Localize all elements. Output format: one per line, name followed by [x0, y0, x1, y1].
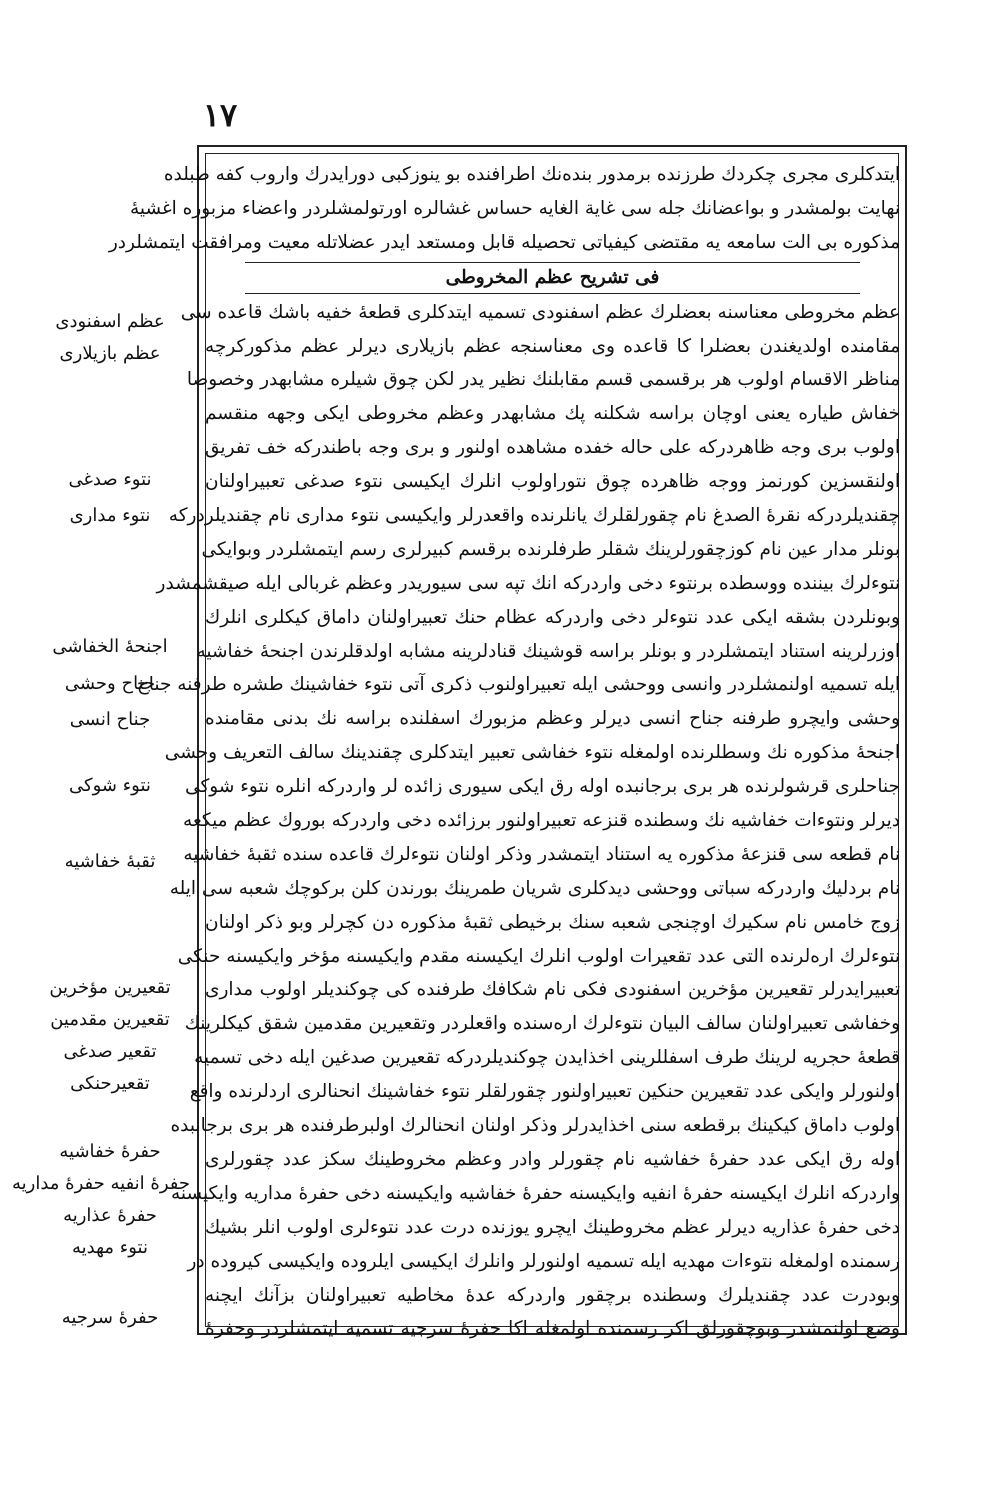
text-line: مذکوره بی الت سامعه یه مقتضی کیفیاتی تحصیله قابل ومستعد ایدر عضلاتله معیت ومرافقت ایتمشلردر: [108, 231, 900, 253]
text-line: رسمنده اولمغله نتوءات مهدیه ایله تسمیه اولنورلر وانلرك ایکیسی ایلروده وایکیسی کیروده در: [187, 1250, 900, 1272]
text-line: دیرلر ونتوءات خفاشیه نك وسطنده قنزعه تعبیراولنور برزائده دخی واردرکه بوروك عظم میکعه: [183, 810, 900, 832]
text-line: اوزرلرینه استناد ایتمشلردر و بونلر براسه قوشینك قنادلرینه مشابه اولدقلرندن اجنحهٔ خفاشیه: [196, 640, 900, 662]
text-line: عظم مخروطی معناسنه بعضلرك عظم اسفنودی تسمیه ایتدکلری قطعهٔ خفیه باشك قاعده سی: [180, 301, 900, 323]
text-line: دخی حفرهٔ عذاریه دیرلر عظم مخروطینك ایچرو یوزنده درت عدد نتوءلری اولوب انلر بشیك: [205, 1216, 900, 1238]
margin-note: حفرهٔ خفاشیه: [59, 1141, 161, 1162]
text-line: اولوب داماق کیکینك برقطعه سنی اخذایدرلر وذکر اولنان انحنالرك اولبرطرفنده هر بری برجانبده: [170, 1115, 900, 1137]
text-line: وخفاشی تعبیراولنان سالف البیان نتوءلرك ارەسنده واقعلردر وتقعیرین مقدمین شقق کیکلرینك: [184, 1013, 900, 1035]
text-line: خفاش طیاره یعنی اوچان براسه شکلنه پك مشابهدر وعظم مخروطی ایکی وجهه منقسم: [205, 403, 900, 425]
text-line: زوج خامس نام سکیرك اوچنجی شعبه سنك برخیطی ثقبهٔ مذکوره دن کچرلر وبو ذکر اولنان: [205, 911, 900, 933]
margin-note: نتوء شوکی: [69, 775, 151, 796]
text-line: نام قطعه سی قنزعهٔ مذکوره یه استناد ایتمشدر وذکر اولنان نتوءلرك قاعده سنده ثقبهٔ خفاشیه: [183, 843, 900, 865]
text-line: وضع اولنمشدر وبوچقورلق اکر رسمنده اولمغله اکا حفرهٔ سرجیه تسمیه ایتمشلردر وحفرهٔ: [205, 1318, 900, 1340]
margin-note: نتوء مهدیه: [72, 1237, 148, 1258]
text-line: بونلر مدار عین نام کوزچقورلرینك شقلر طرفلرنده برقسم کبیرلری رسم ایتمشلردر وبوایکی: [201, 538, 900, 560]
text-line: اولنقسزین کورنمز ووجه ظاهرده چوق نتوراولوب انلرك ایکیسی نتوء صدغی تعبیراولنان: [205, 471, 900, 493]
margin-note: اجنحهٔ الخفاشی: [52, 636, 168, 657]
text-line: جناحلری قرشولرنده هر بری برجانبده اوله رق ایکی سیوری زائده لر واردرکه انلره نتوء شوکی: [185, 776, 900, 798]
margin-note: جناح وحشی: [64, 673, 156, 694]
margin-note: نتوء صدغی: [68, 469, 152, 490]
margin-note: تقعیر صدغی: [63, 1041, 157, 1062]
text-line: قطعهٔ حجریه لرینك طرف اسفللرینی اخذایدن چوکندیلردرکه تقعیرین صدغین ایله دخی تسمیه: [194, 1047, 900, 1069]
text-line: چقندیلردرکه نقرهٔ الصدغ نام چقورلقلرك یانلرنده واقعدرلر وایکیسی نتوء مداری نام چقندیلردرکه: [168, 505, 900, 527]
text-line: ایتدکلری مجری چکردك طرزنده برمدور بندەنك اطرافنده بو ینوزکبی دورایدرك واروب کفه طبلده: [163, 164, 900, 185]
text-line: وبودرت عدد چقندیلرك وسطنده برچقور واردرکه عدهٔ مخاطیه تعبیراولنان بزآنك ایچنه: [205, 1284, 900, 1306]
margin-note: عظم اسفنودی: [55, 311, 165, 332]
margin-note: ثقبهٔ خفاشیه: [64, 851, 156, 872]
margin-note: تقعیرین مؤخرین: [49, 977, 171, 998]
margin-note: حفرهٔ سرجیه: [61, 1307, 159, 1328]
text-line: مقامنده اولدیغندن بعضلرا کا قاعده وی معناسنجه عظم بازیلاری دیرلر عظم مذکورکرچه: [205, 335, 900, 357]
margin-note: تقعیرین مقدمین: [50, 1009, 170, 1030]
text-line: وبونلردن بشقه ایکی عدد نتوءلر دخی واردرکه عظام حنك تعبیراولنان داماق کیکلری انلرك: [205, 606, 900, 628]
margin-note: تقعیرحنکی: [70, 1073, 150, 1094]
text-line: اوله رق ایکی عدد حفرهٔ خفاشیه نام چقورلر وادر وعظم مخروطینك سکز عدد چقورلری: [205, 1148, 900, 1170]
text-line: نتوءلرك ارەلرنده التی عدد تقعیرات اولوب انلرك ایکیسنه مقدم وایکیسنه مؤخر وایکیسنه حنکی: [177, 945, 900, 967]
text-line: اولوب بری وجه ظاهردرکه علی حاله خفده مشاهده اولنور و بری وجه باطندرکه خف تفریق: [205, 437, 900, 459]
text-line: نتوءلرك بیننده ووسطده برنتوء دخی واردرکه انك تپه سی سیوریدر وعظم غربالی ایله صیقشمشدر: [156, 572, 900, 594]
margin-note: جناح انسی: [69, 709, 151, 730]
margin-note: نتوء مداری: [69, 505, 151, 526]
page-number: ١٧: [202, 96, 238, 134]
text-line: مناظر الاقسام اولوب هر برقسمی قسم مقابلنك نظیر یدر لکن چوق شیلره مشابهدر وخصوصا: [186, 369, 900, 391]
text-line: تعبیرایدرلر تقعیرین مؤخرین اسفنودی فكی نام شکافك طرفنده کی چوکندیلر اولوب مداری: [205, 979, 900, 1001]
text-line: ایله تسمیه اولنمشلردر وانسی ووحشی ایله تعبیراولنوب ذکری آتی نتوء خفاشینك طشره طرفنه جناح: [136, 674, 900, 696]
text-line: اولنورلر وایکی عدد تقعیرین حنکین تعبیراولنور چقورلقلر نتوء خفاشینك انحنالری اردلرنده واقع: [189, 1081, 900, 1103]
margin-note: حفرهٔ انفیه حفرهٔ مداریه: [12, 1173, 190, 1194]
text-line: نهایت بولمشدر و بواعضانك جله سی غایة الغایه حساس غشالره اورتولمشلردر واعضاء مزبوره اغشیهٔ: [129, 197, 900, 219]
section-heading: فی تشریح عظم المخروطی: [245, 262, 860, 294]
margin-note: عظم بازیلاری: [59, 343, 161, 364]
text-line: نام بردلیك واردرکه سباتی ووحشی دیدکلری شریان طمرینك بورندن کلن برکوچك شعبه سی ایله: [169, 877, 900, 899]
text-line: اجنحهٔ مذکوره نك وسطلرنده اولمغله نتوء خفاشی تعبیر ایتدکلری چقندینك سالف التعریف وحشی: [164, 742, 900, 764]
margin-note: حفرهٔ عذاریه: [63, 1205, 157, 1226]
text-line: وحشی وایچرو طرفنه جناح انسی دیرلر وعظم مزبورك اسفلنده براسه نك بدنی مقامنده: [205, 708, 900, 730]
text-line: واردرکه انلرك ایکیسنه حفرهٔ انفیه وایکیسنه حفرهٔ خفاشیه وایکیسنه دخی حفرهٔ مداریه وایکیسنه: [170, 1182, 900, 1204]
